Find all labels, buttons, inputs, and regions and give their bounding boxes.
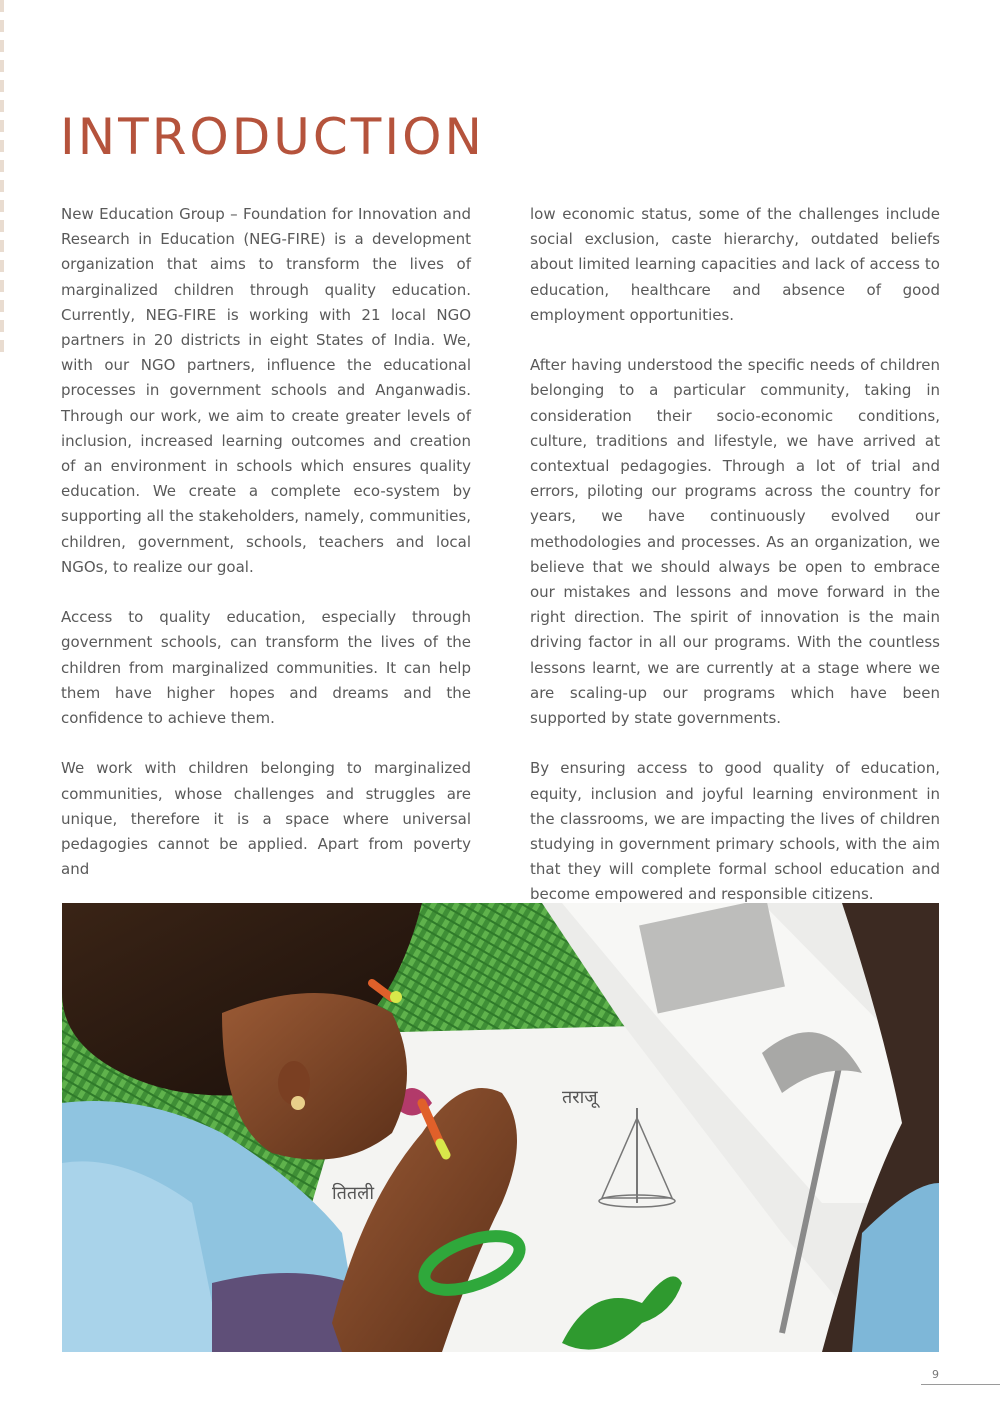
worksheet-word: तराजू bbox=[562, 1087, 598, 1108]
paragraph: low economic status, some of the challenges include social exclusion, caste hierarchy, outdated beliefs about limited learning capacities and lack of access to education, healthcare and absence of good employment opportunities. bbox=[530, 205, 940, 324]
worksheet-word: तितली bbox=[332, 1183, 375, 1204]
paragraph: We work with children belonging to marginalized communities, whose challenges and struggles are unique, therefore it is a space where universal pedagogies cannot be applied. Apart from poverty and bbox=[61, 759, 471, 879]
photo-children-drawing bbox=[62, 903, 939, 1352]
page-edge-decoration bbox=[0, 0, 4, 360]
page-title: INTRODUCTION bbox=[60, 108, 485, 166]
paragraph: By ensuring access to good quality of education, equity, inclusion and joyful learning environment in the classrooms, we are impacting the lives of children studying in government primary schools, with the aim that they will complete formal school education and become empowered and responsible citizens. bbox=[530, 759, 940, 904]
right-column bbox=[530, 202, 940, 933]
paragraph: Access to quality education, especially through government schools, can transform the lives of the children from marginalized communities. It can help them have higher hopes and dreams and the confidence to achieve them. bbox=[61, 608, 471, 728]
page-number-rule bbox=[921, 1384, 1000, 1385]
left-column bbox=[61, 202, 471, 908]
paragraph: New Education Group – Foundation for Innovation and Research in Education (NEG-FIRE) is a development organization that aims to transform the lives of marginalized children through quality education. Currently, NEG-FIRE is working with 21 local NGO partners in 20 districts in eight States of India. We, with our NGO partners, influence the educational processes in government schools and Anganwadis. Through our work, we aim to create greater levels of inclusion, increased learning outcomes and creation of an environment in schools which ensures quality education. We create a complete eco-system by supporting all the stakeholders, namely, communities, children, government, schools, teachers and local NGOs, to realize our goal. bbox=[61, 205, 471, 576]
page-number: 9 bbox=[932, 1368, 939, 1381]
paragraph: After having understood the specific needs of children belonging to a particular community, taking in consideration their socio-economic conditions, culture, traditions and lifestyle, we have arrived at contextual pedagogies. Through a lot of trial and errors, piloting our programs across the country for years, we have continuously evolved our methodologies and processes. As an organization, we believe that we should always be open to embrace our mistakes and lessons and move forward in the right direction. The spirit of innovation is the main driving factor in all our programs. With the countless lessons learnt, we are currently at a stage where we are scaling-up our programs which have been supported by state governments. bbox=[530, 356, 940, 728]
